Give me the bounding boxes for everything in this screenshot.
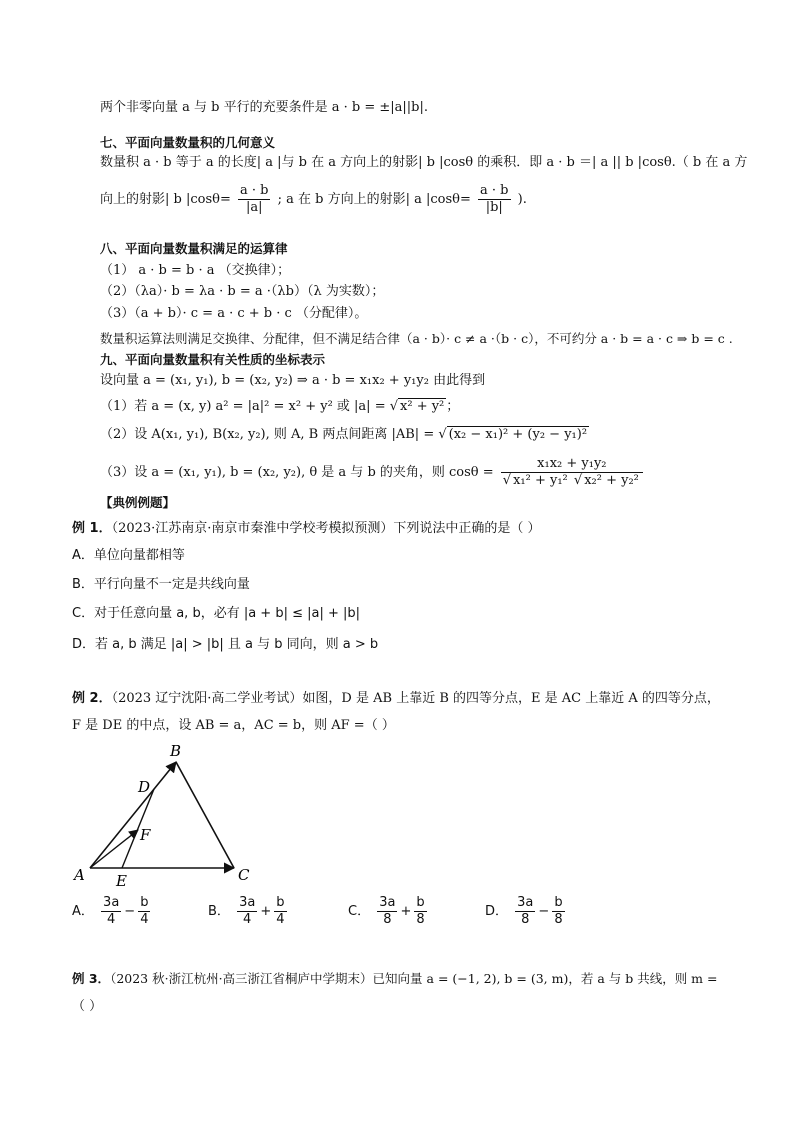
law-commutative: （1） a · b = b · a （交换律）；: [100, 263, 291, 278]
triangle-figure: [70, 740, 270, 890]
label-a: A: [74, 866, 85, 884]
example-2-question-line-2: F 是 DE 的中点，设 AB = a，AC = b，则 AF =（ ）: [72, 718, 395, 733]
item-1-end: ；: [446, 399, 460, 414]
fraction-denominator: |b|: [485, 200, 503, 215]
item-2-text: （2）设 A(x₁, y₁), B(x₂, y₂), 则 A, B 两点间距离 |AB| =: [100, 427, 439, 442]
example-1-source: （2023·江苏南京·南京市秦淮中学校考模拟预测）下列说法中正确的是（ ）: [111, 521, 541, 536]
projection-fraction-2: [478, 183, 510, 216]
section-9-item-3: [100, 456, 646, 489]
option-letter: D．: [485, 904, 509, 919]
example-1-question: [72, 520, 541, 538]
fraction-numerator: b: [552, 895, 564, 912]
law-distributive: （3）（a + b）· c = a · c + b · c （分配律）。: [100, 306, 368, 321]
section-7-line-2-mid: ; a 在 b 方向上的射影| a |cosθ=: [277, 192, 471, 207]
fraction-denominator: 8: [383, 912, 392, 927]
cos-den-b: x₂² + y₂²: [584, 473, 639, 488]
parallel-condition-text: 两个非零向量 a 与 b 平行的充要条件是 a · b = ±|a||b|.: [100, 100, 428, 115]
option-sign: +: [260, 904, 272, 919]
section-9-intro: 设向量 a = (x₁, y₁), b = (x₂, y₂) ⇒ a · b = x₁x₂ + y₁y₂ 由此得到: [100, 373, 486, 388]
fraction-numerator: b: [274, 895, 286, 912]
segment-bc: [176, 762, 234, 868]
projection-fraction-1: [238, 183, 270, 216]
cos-den-a: x₁² + y₁²: [513, 473, 568, 488]
example-2-label: 例 2．: [72, 691, 112, 706]
example-2-question-line-1: [72, 690, 720, 708]
label-f: F: [140, 826, 151, 844]
section-9-item-1: （1）若 a = (x, y) a² = |a|² = x² + y² 或 |a| = √ x² + y² ；: [100, 399, 460, 414]
option-letter: C．: [348, 904, 371, 919]
fraction-denominator: 8: [554, 912, 563, 927]
fraction-denominator: 8: [521, 912, 530, 927]
fraction-numerator: 3a: [517, 895, 534, 910]
example-1-option-a: A．单位向量都相等: [72, 548, 185, 563]
cos-numerator: x₁x₂ + y₁y₂: [501, 456, 643, 473]
fraction-numerator: 3a: [103, 895, 120, 910]
cos-fraction: [501, 456, 643, 489]
example-2-option-c: [348, 895, 430, 928]
fraction-numerator: 3a: [379, 895, 396, 910]
examples-heading: 【典例例题】: [100, 495, 176, 510]
fraction-numerator: 3a: [239, 895, 256, 910]
fraction-denominator: 4: [107, 912, 116, 927]
section-8-heading: 八、平面向量数量积满足的运算律: [100, 241, 288, 256]
section-9-heading: 九、平面向量数量积有关性质的坐标表示: [100, 352, 326, 367]
item-2-sqrt: (x₂ − x₁)² + (y₂ − y₁)²: [448, 427, 588, 442]
label-b: B: [170, 742, 182, 760]
fraction-numerator: a · b: [240, 183, 269, 198]
fraction-numerator: b: [138, 895, 150, 912]
example-1-option-d: D．若 a, b 满足 |a| > |b| 且 a 与 b 同向，则 a > b: [72, 637, 379, 652]
option-sign: −: [124, 904, 136, 919]
section-9-item-2: （2）设 A(x₁, y₁), B(x₂, y₂), 则 A, B 两点间距离 |AB| = √ (x₂ − x₁)² + (y₂ − y₁)²: [100, 427, 588, 442]
section-8-note: 数量积运算法则满足交换律、分配律，但不满足结合律（a · b）· c ≠ a ·（b · c），不可约分 a · b = a · c ⇒ b = c .: [100, 331, 733, 346]
segment-ab: [90, 762, 176, 868]
fraction-denominator: |a|: [245, 200, 263, 215]
fraction-denominator: 4: [140, 912, 149, 927]
example-3-question-line-1: [72, 970, 717, 988]
section-7-line-2-pre: 向上的射影| b |cosθ=: [100, 192, 231, 207]
example-2-option-d: [485, 895, 568, 928]
item-1-sqrt: x² + y²: [400, 399, 445, 414]
option-sign: −: [538, 904, 550, 919]
example-1-option-c: C．对于任意向量 a, b，必有 |a + b| ≤ |a| + |b|: [72, 606, 361, 621]
label-c: C: [238, 866, 250, 884]
law-scalar: （2）（λa）· b = λa · b = a ·（λb）（λ 为实数）；: [100, 284, 385, 299]
example-2-option-a: [72, 895, 153, 928]
example-3-label: 例 3．: [72, 971, 111, 986]
example-3-text-1: （2023 秋·浙江杭州·高三浙江省桐庐中学期末）已知向量 a = (−1, 2), b = (3, m)，若 a 与 b 共线，则 m =: [110, 971, 718, 986]
fraction-numerator: b: [414, 895, 426, 912]
section-7-line-1: 数量积 a · b 等于 a 的长度| a |与 b 在 a 方向上的射影| b |cosθ 的乘积．即 a · b ＝| a || b |cosθ.（ b 在 a 方: [100, 155, 748, 170]
section-7-line-2: [100, 183, 527, 216]
option-letter: B．: [208, 904, 230, 919]
example-1-option-b: B．平行向量不一定是共线向量: [72, 577, 250, 592]
option-sign: +: [400, 904, 412, 919]
label-d: D: [138, 778, 151, 796]
fraction-denominator: 8: [416, 912, 425, 927]
cos-denominator: √ x₁² + y₁² √ x₂² + y₂²: [502, 473, 639, 488]
section-7-heading: 七、平面向量数量积的几何意义: [100, 135, 276, 150]
example-2-text-1: （2023 辽宁沈阳·高二学业考试）如图，D 是 AB 上靠近 B 的四等分点，E 是 AC 上靠近 A 的四等分点，: [111, 691, 720, 706]
segment-af: [90, 830, 138, 868]
example-1-label: 例 1．: [72, 521, 112, 536]
fraction-numerator: a · b: [480, 183, 509, 198]
fraction-denominator: 4: [276, 912, 285, 927]
item-1-text: （1）若 a = (x, y) a² = |a|² = x² + y² 或 |a| =: [100, 399, 390, 414]
option-letter: A．: [72, 904, 94, 919]
section-7-line-2-end: ).: [517, 192, 527, 207]
example-3-question-line-2: （ ）: [72, 999, 103, 1014]
example-2-option-b: [208, 895, 290, 928]
label-e: E: [116, 872, 127, 890]
fraction-denominator: 4: [243, 912, 252, 927]
item-3-text: （3）设 a = (x₁, y₁), b = (x₂, y₂), θ 是 a 与 b 的夹角，则 cosθ =: [100, 465, 498, 480]
